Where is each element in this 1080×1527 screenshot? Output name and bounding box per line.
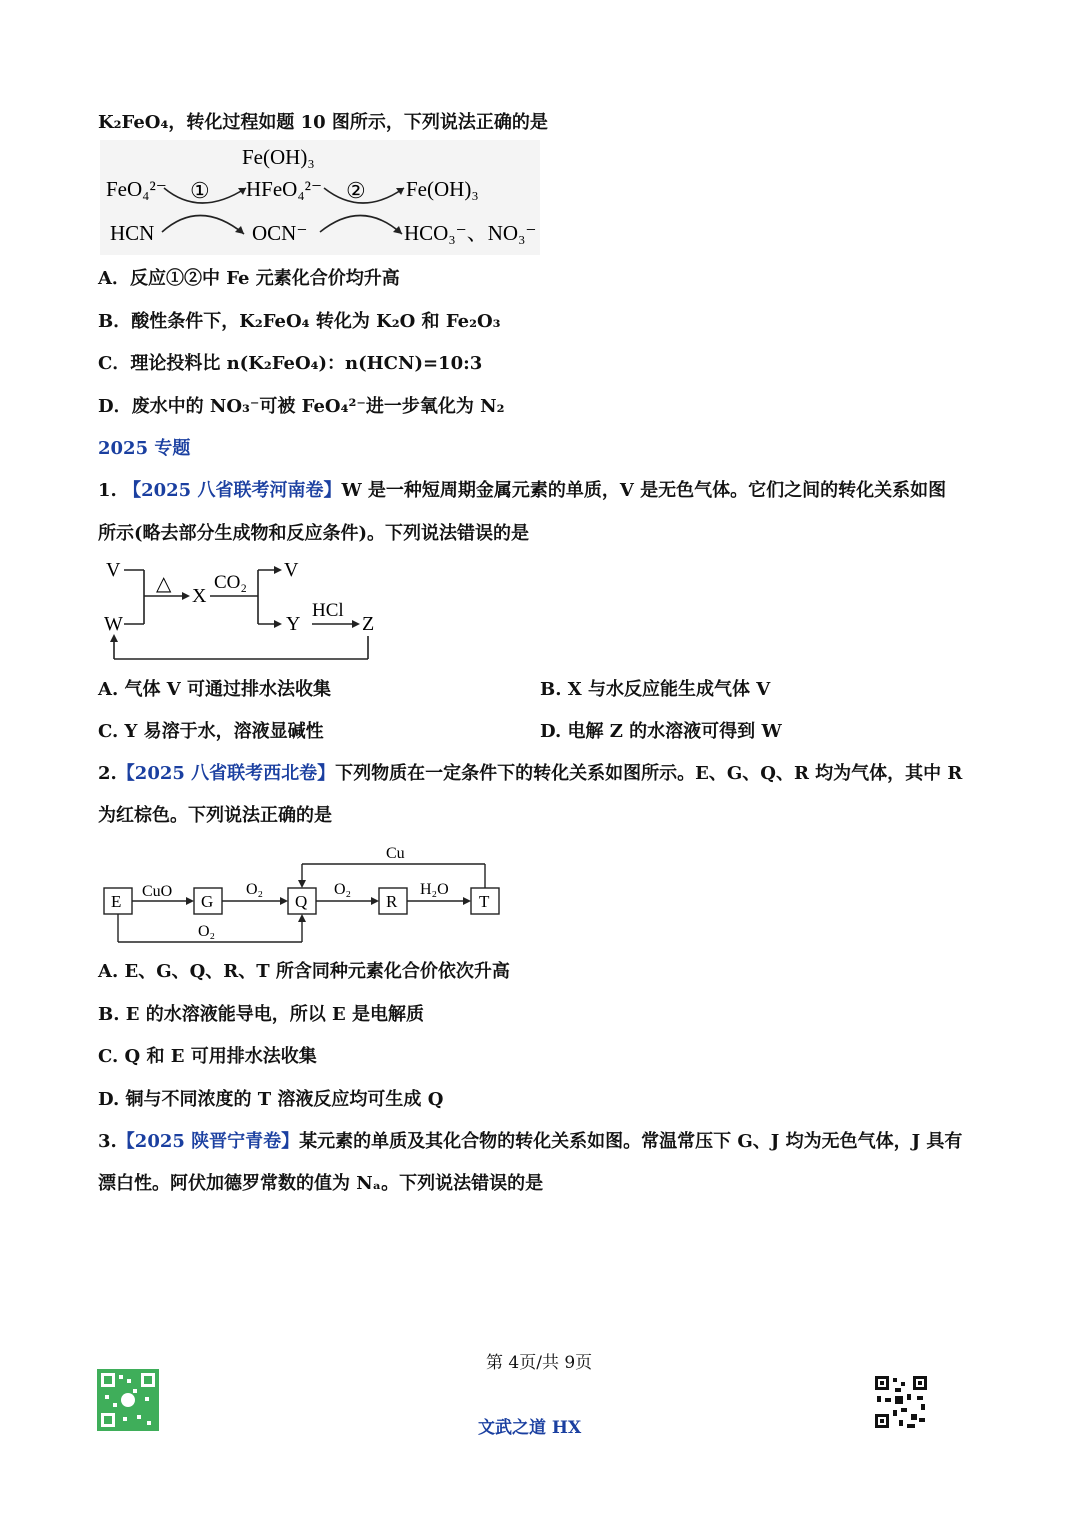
q10-option-d: D．废水中的 NO₃⁻可被 FeO₄²⁻进一步氧化为 N₂ — [98, 396, 505, 417]
q1-source: 【2025 八省联考河南卷】 — [123, 480, 342, 501]
q2-node-q: Q — [295, 892, 308, 911]
fig10-mid-bottom: OCN⁻ — [252, 221, 308, 245]
q1-co2: CO₂ — [214, 572, 248, 593]
q2-node-r: R — [386, 892, 398, 911]
q2-arrowhead — [298, 914, 306, 922]
q2-label-o2-b: O₂ — [334, 881, 352, 898]
q2-stem: 下列物质在一定条件下的转化关系如图所示。E、G、Q、R 均为气体，其中 R — [335, 763, 963, 784]
q2-arrowhead — [280, 897, 288, 905]
fig10-top-label: Fe(OH)₃ — [242, 145, 315, 169]
q2-arrowhead — [463, 897, 471, 905]
q2-arrowhead — [186, 897, 194, 905]
q1-arrowhead — [352, 620, 360, 628]
q2-label-o2-c: O₂ — [198, 923, 216, 940]
figure-10-diagram — [100, 140, 540, 255]
q1-number: 1. — [98, 480, 117, 501]
q2-option-a: A. E、G、Q、R、T 所含同种元素化合价依次升高 — [98, 961, 510, 982]
q1-arrowhead — [274, 566, 282, 574]
fig10-left-top: FeO₄²⁻ — [106, 177, 167, 201]
fig10-step2: ② — [346, 178, 366, 203]
q1-node-z: Z — [362, 613, 375, 635]
q2-label-cuo: CuO — [142, 883, 173, 900]
q2-arrowhead — [371, 897, 379, 905]
q1-node-v: V — [106, 559, 121, 581]
q1-hcl: HCl — [312, 600, 344, 621]
page-number: 第 4页/共 9页 — [486, 1353, 593, 1373]
q1-node-x: X — [192, 585, 207, 607]
q1-stem: W 是一种短周期金属元素的单质，V 是无色气体。它们之间的转化关系如图 — [341, 480, 947, 501]
fig10-right-bottom: HCO₃⁻、NO₃⁻ — [404, 221, 537, 245]
q2-node-t: T — [479, 892, 490, 911]
q3-stem-line1 — [98, 1130, 962, 1154]
q10-option-a: A．反应①②中 Fe 元素化合价均升高 — [98, 268, 400, 289]
q1-node-w: W — [104, 613, 123, 635]
q2-option-b: B. E 的水溶液能导电，所以 E 是电解质 — [98, 1004, 424, 1025]
q1-diagram — [100, 556, 390, 664]
q1-arrowhead — [110, 634, 118, 642]
q10-option-c: C．理论投料比 n(K₂FeO₄)：n(HCN)=10:3 — [98, 353, 483, 374]
q2-label-o2-a: O₂ — [246, 881, 264, 898]
footer-brand: 文武之道 HX — [478, 1418, 582, 1438]
q3-number: 3. — [98, 1131, 117, 1152]
q3-stem-line2: 漂白性。阿伏加德罗常数的值为 Nₐ。下列说法错误的是 — [98, 1173, 544, 1194]
q2-arrowhead — [298, 880, 306, 888]
q1-option-d: D. 电解 Z 的水溶液可得到 W — [540, 721, 782, 742]
fig10-left-bottom: HCN — [110, 221, 155, 245]
q2-stem-line2: 为红棕色。下列说法正确的是 — [98, 805, 332, 826]
q3-stem: 某元素的单质及其化合物的转化关系如图。常温常压下 G、J 均为无色气体，J 具有 — [299, 1131, 963, 1152]
q1-node-v2: V — [284, 559, 299, 581]
section-title: 2025 专题 — [98, 438, 191, 459]
q1-node-y: Y — [286, 613, 301, 635]
fig10-mid-top: HFeO₄²⁻ — [246, 177, 323, 201]
intro-formula: K₂FeO₄ — [98, 112, 169, 133]
q1-stem-line1 — [98, 479, 946, 503]
q2-node-e: E — [111, 892, 122, 911]
q2-source: 【2025 八省联考西北卷】 — [116, 763, 336, 784]
q1-stem-line2: 所示(略去部分生成物和反应条件)。下列说法错误的是 — [98, 523, 530, 544]
fig10-right-top: Fe(OH)₃ — [406, 177, 479, 201]
q2-number: 2. — [98, 763, 117, 784]
q1-option-c: C. Y 易溶于水，溶液显碱性 — [98, 721, 324, 742]
q1-option-a: A. 气体 V 可通过排水法收集 — [98, 679, 331, 700]
q2-node-g: G — [201, 892, 214, 911]
q1-arrowhead — [182, 592, 190, 600]
q2-diagram — [100, 838, 510, 948]
q2-option-d: D. 铜与不同浓度的 T 溶液反应均可生成 Q — [98, 1089, 444, 1110]
q2-stem-line1 — [98, 762, 962, 786]
q1-arrowhead — [274, 620, 282, 628]
q3-source: 【2025 陕晋宁青卷】 — [116, 1131, 300, 1152]
q1-option-b: B. X 与水反应能生成气体 V — [540, 679, 771, 700]
qr-code-icon — [873, 1374, 929, 1430]
q2-option-c: C. Q 和 E 可用排水法收集 — [98, 1046, 317, 1067]
q1-heat: △ — [156, 573, 172, 595]
q10-option-b: B．酸性条件下，K₂FeO₄ 转化为 K₂O 和 Fe₂O₃ — [98, 311, 501, 332]
intro-line — [98, 111, 548, 135]
intro-text: ，转化过程如题 10 图所示，下列说法正确的是 — [168, 112, 548, 133]
q2-label-h2o: H₂O — [420, 881, 449, 898]
q2-label-cu: Cu — [386, 845, 405, 862]
fig10-step1: ① — [190, 178, 210, 203]
wechat-qr-icon — [97, 1369, 159, 1431]
